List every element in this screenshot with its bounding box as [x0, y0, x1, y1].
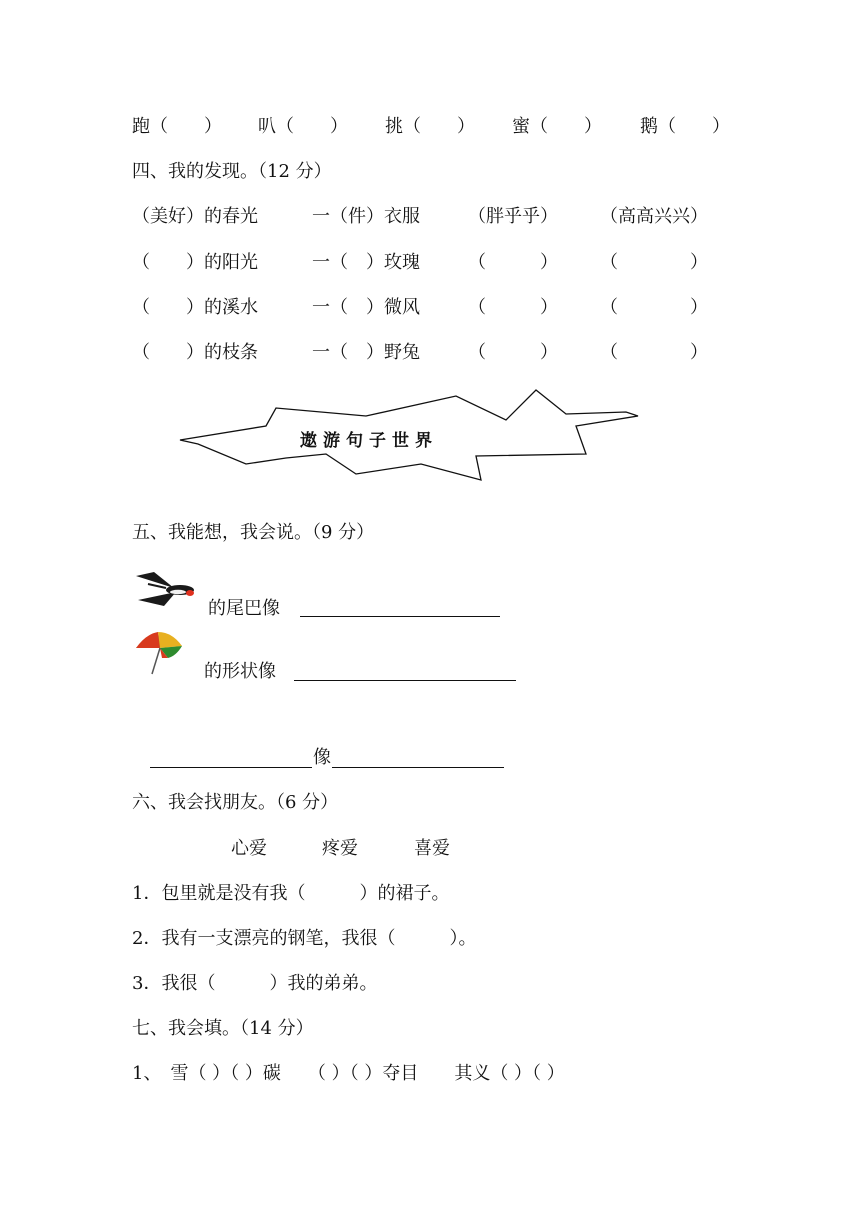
char-blank-3[interactable]: 挑（ ）	[385, 116, 475, 137]
s4-r1-b[interactable]: 一（ ）玫瑰	[312, 252, 420, 273]
s6-word-1: 心爱	[231, 838, 267, 859]
s6-word-3: 喜爱	[414, 838, 450, 859]
s5-line1-label: 的尾巴像	[208, 598, 280, 619]
s4-r2-a[interactable]: （ ）的溪水	[132, 297, 258, 318]
s4-r3-d[interactable]: （ ）	[600, 342, 708, 363]
s5-line3-blank-left[interactable]	[150, 767, 312, 768]
s4-r2-b[interactable]: 一（ ）微风	[312, 297, 420, 318]
char-blank-4[interactable]: 蜜（ ）	[512, 116, 602, 137]
s4-r0-d: （高高兴兴）	[600, 206, 708, 227]
section6-heading: 六、我会找朋友。（6 分）	[132, 792, 339, 813]
s7-item-1[interactable]: 1、 雪（ ）（ ）碳 （ ）（ ）夺目 其义（ ）（ ）	[132, 1063, 565, 1084]
s5-line3-label: 像	[313, 747, 331, 768]
s4-r3-a[interactable]: （ ）的枝条	[132, 342, 258, 363]
char-blank-1[interactable]: 跑（ ）	[132, 116, 222, 137]
s4-r1-c[interactable]: （ ）	[468, 252, 558, 273]
s4-r1-d[interactable]: （ ）	[600, 252, 708, 273]
section4-heading: 四、我的发现。（12 分）	[132, 161, 332, 182]
s6-item-1[interactable]: 1．包里就是没有我（ ）的裙子。	[132, 883, 450, 904]
s4-r2-c[interactable]: （ ）	[468, 297, 558, 318]
char-blank-2[interactable]: 叭（ ）	[258, 116, 348, 137]
section7-heading: 七、我会填。（14 分）	[132, 1018, 314, 1039]
s6-item-3[interactable]: 3．我很（ ）我的弟弟。	[132, 973, 378, 994]
umbrella-picture	[132, 628, 188, 678]
banner-title: 遨游句子世界	[300, 431, 438, 451]
s4-r1-a[interactable]: （ ）的阳光	[132, 252, 258, 273]
s5-line3-blank-right[interactable]	[332, 767, 504, 768]
char-blank-5[interactable]: 鹅（ ）	[640, 116, 730, 137]
s4-r3-c[interactable]: （ ）	[468, 342, 558, 363]
s4-r2-d[interactable]: （ ）	[600, 297, 708, 318]
section5-heading: 五、我能想，我会说。（9 分）	[132, 522, 375, 543]
s5-line2-blank[interactable]	[294, 680, 516, 681]
s5-line2-label: 的形状像	[204, 661, 276, 682]
s5-line1-blank[interactable]	[300, 616, 500, 617]
s4-r0-a: （美好）的春光	[132, 206, 258, 227]
s4-r3-b[interactable]: 一（ ）野兔	[312, 342, 420, 363]
s6-item-2[interactable]: 2．我有一支漂亮的钢笔，我很（ ）。	[132, 928, 477, 949]
s6-word-2: 疼爱	[322, 838, 358, 859]
swallow-picture	[134, 566, 198, 610]
s4-r0-c: （胖乎乎）	[468, 206, 558, 227]
s4-r0-b: 一（件）衣服	[312, 206, 420, 227]
